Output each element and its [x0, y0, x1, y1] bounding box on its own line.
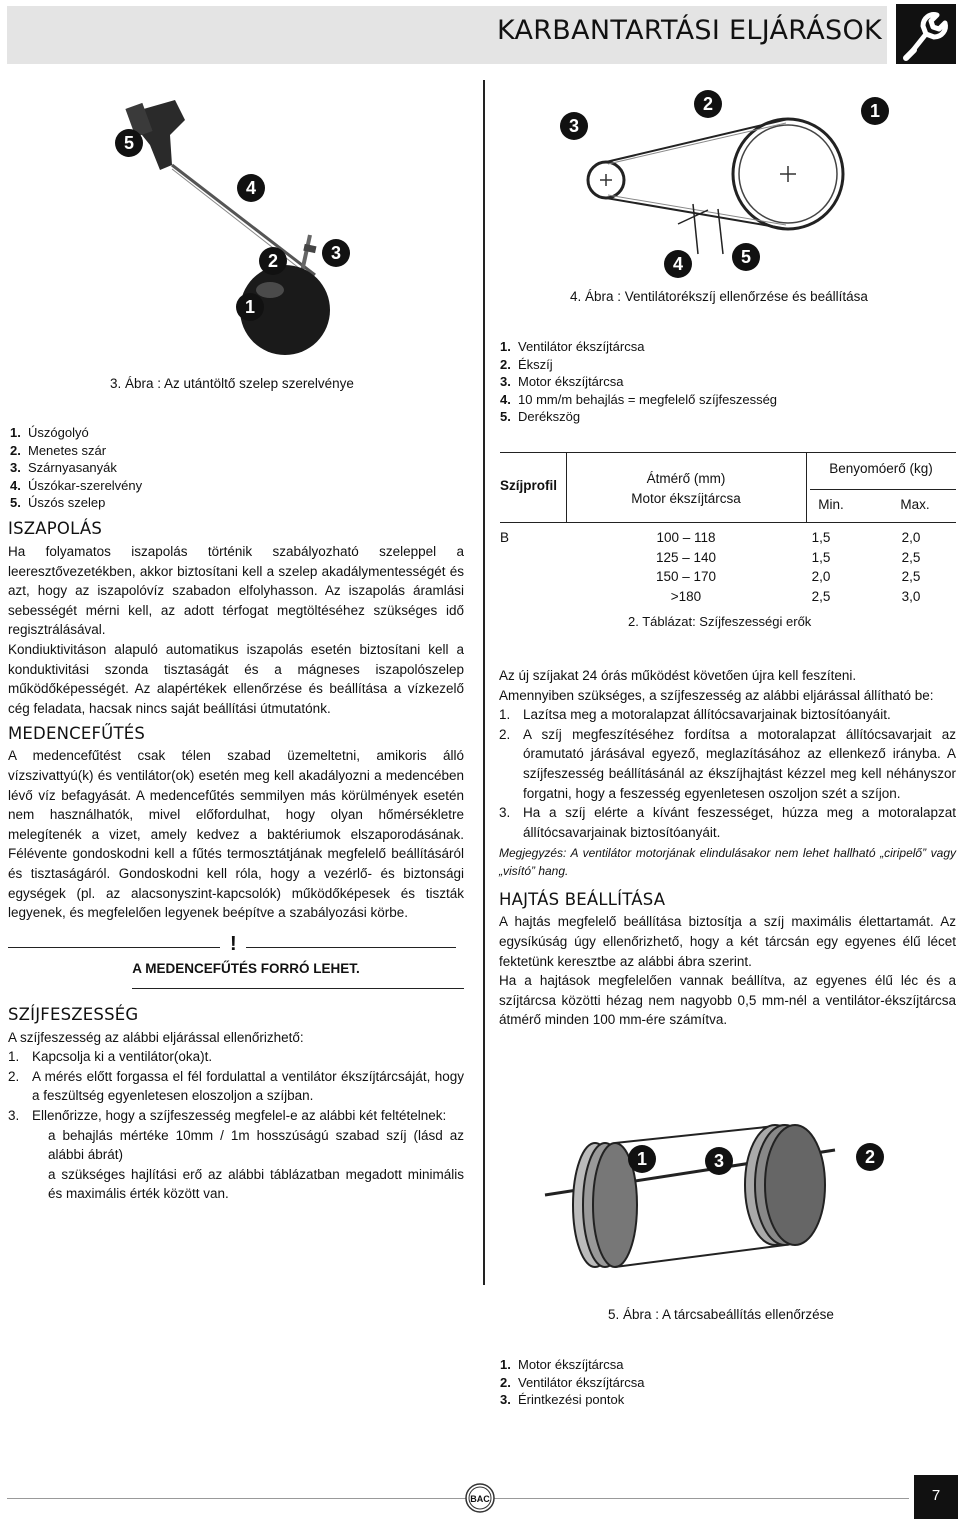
legend-item: 2. Ventilátor ékszíjtárcsa: [500, 1374, 645, 1390]
figure-5-caption: 5. Ábra : A tárcsabeállítás ellenőrzése: [608, 1307, 834, 1322]
condition-2: a szükséges hajlítási erő az alábbi táblázatban megadott minimális és maximális érték között van.: [48, 1166, 464, 1202]
callout-2: 2: [864, 1147, 876, 1167]
figure-4-caption: 4. Ábra : Ventilátorékszíj ellenőrzése és beállítása: [570, 289, 868, 304]
adjustment-steps: [499, 705, 956, 842]
callout-5: 5: [123, 133, 135, 153]
step-item: 1. Kapcsolja ki a ventilátor(oka)t.: [8, 1049, 213, 1065]
callout-1: 1: [636, 1149, 648, 1169]
table-header-max: Max.: [900, 497, 930, 512]
section-title-medencefutes: MEDENCEFŰTÉS: [8, 724, 146, 744]
footer-line: [7, 1498, 909, 1499]
legend-item: 1. Motor ékszíjtárcsa: [500, 1357, 624, 1372]
callout-2: 2: [702, 94, 714, 114]
legend-item: 1. Ventilátor ékszíjtárcsa: [500, 339, 645, 354]
table-2-caption: 2. Táblázat: Szíjfeszességi erők: [628, 614, 812, 629]
section-title-szijfeszesseg: SZÍJFESZESSÉG: [8, 1004, 139, 1024]
figure-5-legend: [500, 1356, 900, 1409]
callout-4: 4: [672, 254, 684, 274]
legend-item: 4. Úszókar-szerelvény: [10, 477, 143, 493]
page-number: 7: [931, 1487, 941, 1504]
hajtas-paragraph-2: Ha a hajtások megfelelően vannak beállítva, az egyenes élű léc és a szíjtárcsa közötti hézag nem nagyobb 0,5 mm-nél a ventilátor-ékszíjtárcsa átmérő minden 100 mm-ére számítva.: [499, 973, 956, 1028]
iszapolas-paragraph-1: Ha folyamatos iszapolás történik szabályozható szeleppel a leeresztővezetékben, akkor biztosítani kell a szelep akadálymentességét és azt, hogy az iszapolóvíz szabadon elfolyhasson. Az iszapolás áramlási sebességét mérni kell, az adott térfogat megtöltéséhez szükséges idő regisztrálásával.: [8, 544, 464, 638]
right-column: [499, 666, 956, 1030]
bac-logo: [465, 1483, 495, 1513]
warning-icon: !: [230, 932, 237, 955]
figure-3-float-valve: [100, 85, 400, 375]
callout-3: 3: [568, 116, 580, 136]
legend-item: 3. Motor ékszíjtárcsa: [500, 374, 624, 389]
legend-item: 2. Menetes szár: [10, 442, 107, 458]
callout-1: 1: [869, 101, 881, 121]
belt-tension-table: [500, 452, 956, 612]
section-title-hajtas: HAJTÁS BEÁLLÍTÁSA: [499, 890, 666, 910]
figure-4-belt-drive: [548, 84, 898, 284]
table-header-diameter: Átmérő (mm) Motor ékszíjtárcsa: [631, 471, 741, 506]
legend-item: 3. Szárnyasanyák: [10, 460, 117, 475]
table-col-min: 1,5 1,5 2,0 2,5: [811, 530, 831, 604]
legend-item: 4. 10 mm/m behajlás = megfelelő szíjfeszesség: [500, 391, 778, 407]
step-item: 2. A mérés előtt forgassa el fél fordulattal a ventilátor ékszíjtárcsáját, hogy a feszültség egyenletesen eloszoljon a szíjban.: [8, 1068, 464, 1104]
table-cell-profile: B: [500, 530, 510, 545]
column-divider: [483, 80, 485, 1285]
legend-item: 2. Ékszíj: [500, 356, 553, 372]
szijfeszesseg-intro: A szíjfeszesség az alábbi eljárással ellenőrizhető:: [8, 1029, 304, 1045]
table-header-min: Min.: [818, 497, 844, 512]
callout-1: 1: [244, 297, 256, 317]
table-col-diameter: 100 – 118 125 – 140 150 – 170 >180: [655, 530, 717, 604]
left-column: [8, 519, 464, 1204]
legend-item: 5. Úszós szelep: [10, 495, 106, 510]
callout-3: 3: [713, 1151, 725, 1171]
iszapolas-paragraph-2: Kondiuktivitáson alapuló automatikus iszapolás esetén biztosítani kell a konduktivitási szonda tisztaságát és a mágneses iszapolószelep működőképességét. Az alapértékek ellenőrzése és beállítása a vízkezelő cég feladata, hacsak nincs saját beállítási útmutatónk.: [8, 641, 464, 716]
step-item: 3. Ellenőrizze, hogy a szíjfeszesség megfelel-e az alábbi két feltételnek:: [8, 1108, 447, 1124]
figure-4-legend: [500, 338, 940, 426]
wrench-hand-icon: [896, 4, 956, 64]
table-header-profile: Szíjprofil: [500, 478, 557, 493]
section-title-iszapolas: ISZAPOLÁS: [8, 519, 103, 538]
warning-text: A MEDENCEFŰTÉS FORRÓ LEHET.: [132, 960, 360, 976]
figure-3-legend: [10, 424, 310, 512]
condition-1: a behajlás mértéke 10mm / 1m hosszúságú szabad szíj (lásd az alábbi ábrát): [48, 1127, 464, 1163]
table-header-force: Benyomóerő (kg): [829, 461, 933, 476]
warning-box: [8, 933, 464, 995]
szijfeszesseg-steps: [8, 1047, 464, 1125]
page-title: KARBANTARTÁSI ELJÁRÁSOK: [496, 15, 882, 46]
adjustment-intro: Amennyiben szükséges, a szíjfeszesség az alábbi eljárással állítható be:: [499, 687, 934, 703]
callout-2: 2: [267, 251, 279, 271]
callout-5: 5: [740, 247, 752, 267]
svg-text:BAC: BAC: [470, 1494, 490, 1504]
medencefutes-paragraph: A medencefűtést csak télen szabad üzemeltetni, amikoris álló vízszivattyú(k) és ventilátor(ok) esetén meg kell akadályozni a medencében lévő víz befagyását. A medencefűtés semmilyen más körülmények esetén nem használhatók, mivel előfordulhat, hogy olyan hőmérsékletre melegítenék a vizet, amely kedvez a baktériumok elszaporodásának. Félévente gondoskodni kell a fűtés termosztátjának megfelelő beállításáról és tisztaságáról. Gondoskodni kell róla, hogy a vezérlő- és biztonsági egységek (pl. az alacsonyszint-kapcsolók) működőképesek és tiszták legyenek, és megfelelően legyenek beépítve a szabályozási körbe.: [8, 748, 464, 921]
legend-item: 5. Derékszög: [500, 409, 581, 424]
retension-paragraph: Az új szíjakat 24 órás működést követően újra kell feszíteni.: [499, 668, 857, 683]
table-body: [500, 528, 956, 612]
table-col-max: 2,0 2,5 2,5 3,0: [901, 530, 921, 604]
figure-3-caption: 3. Ábra : Az utántöltő szelep szerelvénye: [110, 376, 354, 391]
callout-3: 3: [330, 243, 342, 263]
legend-item: 1. Úszógolyó: [10, 425, 89, 440]
hajtas-paragraph-1: A hajtás megfelelő beállítása biztosítja a szíj maximális élettartamát. Az egysíkúság úgy ellenőrizhető, hogy a két tárcsán egy egyenes élű lécet fektetünk keresztbe az alábbi ábra szerint.: [499, 914, 956, 969]
legend-item: 3. Érintkezési pontok: [500, 1392, 625, 1407]
step-item: 2. A szíj megfeszítéséhez fordítsa a motoralapzat állítócsavarjait az óramutató járásával egyező, meglazításához az ellenkező irányba. A szíjfeszesség beállításánál az ékszíjhajtást kézzel meg kell néhányszor forgatni, hogy a feszesség egyenletesen oszoljon szét a szíjon.: [499, 726, 956, 801]
motor-note: Megjegyzés: A ventilátor motorjának elindulásakor nem lehet hallható „ciripelő” vagy „visító” hang.: [499, 846, 956, 879]
figure-5-pulley-alignment: [535, 1095, 895, 1295]
step-item: 3. Ha a szíj elérte a kívánt feszességet, húzza meg a motoralapzat állítócsavarjainak biztosítóanyáit.: [499, 805, 956, 840]
callout-4: 4: [245, 178, 257, 198]
step-item: 1. Lazítsa meg a motoralapzat állítócsavarjainak biztosítóanyáit.: [499, 707, 891, 723]
